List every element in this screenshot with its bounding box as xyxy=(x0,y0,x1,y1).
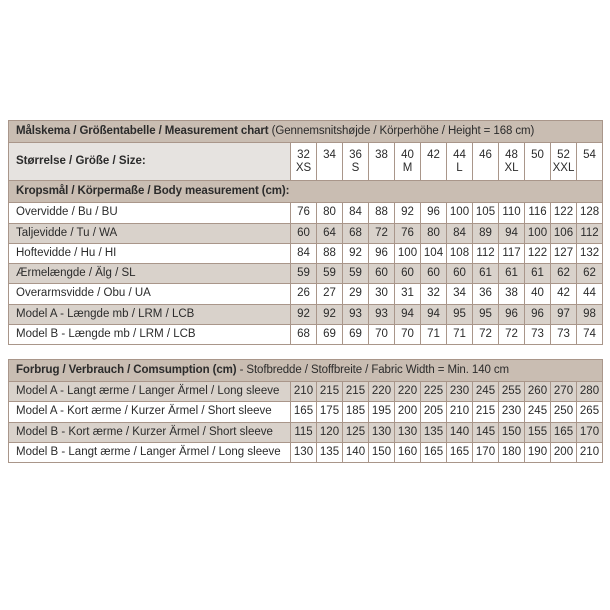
chart-title-row xyxy=(9,121,603,143)
measurement-cell: 92 xyxy=(317,304,343,324)
measurement-cell: 128 xyxy=(577,203,603,223)
measurement-cell: 175 xyxy=(317,402,343,422)
measurement-cell: 96 xyxy=(369,243,395,263)
measurement-cell: 255 xyxy=(499,382,525,402)
measurement-cell: 60 xyxy=(369,264,395,284)
measurement-cell: 84 xyxy=(291,243,317,263)
measurement-cell: 280 xyxy=(577,382,603,402)
size-header-cell xyxy=(551,143,577,181)
measurement-cell: 127 xyxy=(551,243,577,263)
size-number: 34 xyxy=(323,148,336,161)
measurement-cell: 72 xyxy=(499,324,525,344)
measurement-cell: 88 xyxy=(369,203,395,223)
measurement-cell: 36 xyxy=(473,284,499,304)
measurement-cell: 92 xyxy=(343,243,369,263)
section-heading xyxy=(9,181,603,203)
measurement-cell: 220 xyxy=(395,382,421,402)
table-row xyxy=(9,382,603,402)
measurement-cell: 60 xyxy=(421,264,447,284)
measurement-cell: 74 xyxy=(577,324,603,344)
section-heading xyxy=(9,359,603,381)
measurement-cell: 135 xyxy=(317,442,343,462)
size-header-cell xyxy=(317,143,343,181)
size-number: 48 xyxy=(505,148,518,161)
measurement-cell: 112 xyxy=(473,243,499,263)
measurement-cell: 210 xyxy=(291,382,317,402)
measurement-cell: 93 xyxy=(343,304,369,324)
row-label: Taljevidde / Tu / WA xyxy=(9,223,291,243)
size-number: 36 xyxy=(349,148,362,161)
measurement-cell: 88 xyxy=(317,243,343,263)
measurement-cell: 61 xyxy=(525,264,551,284)
measurement-cell: 130 xyxy=(395,422,421,442)
measurement-cell: 30 xyxy=(369,284,395,304)
size-number: 50 xyxy=(531,148,544,161)
measurement-cell: 92 xyxy=(395,203,421,223)
measurement-cell: 140 xyxy=(447,422,473,442)
measurement-cell: 73 xyxy=(551,324,577,344)
measurement-cell: 69 xyxy=(343,324,369,344)
measurement-cell: 96 xyxy=(525,304,551,324)
measurement-cell: 155 xyxy=(525,422,551,442)
size-alpha: M xyxy=(402,161,413,174)
measurement-cell: 165 xyxy=(447,442,473,462)
size-alpha: XS xyxy=(295,161,312,174)
measurement-cell: 98 xyxy=(577,304,603,324)
measurement-cell: 94 xyxy=(395,304,421,324)
section-heading-main: Kropsmål / Körpermaße / Body measurement (cm): xyxy=(16,185,290,198)
size-header-cell xyxy=(525,143,551,181)
measurement-cell: 210 xyxy=(447,402,473,422)
measurement-cell: 215 xyxy=(343,382,369,402)
measurement-cell: 61 xyxy=(499,264,525,284)
measurement-cell: 42 xyxy=(551,284,577,304)
size-number: 52 xyxy=(557,148,570,161)
measurement-cell: 225 xyxy=(421,382,447,402)
size-number: 44 xyxy=(453,148,466,161)
measurement-cell: 59 xyxy=(317,264,343,284)
measurement-cell: 115 xyxy=(291,422,317,442)
measurement-cell: 165 xyxy=(551,422,577,442)
size-header-cell xyxy=(499,143,525,181)
measurement-cell: 180 xyxy=(499,442,525,462)
measurement-cell: 117 xyxy=(499,243,525,263)
measurement-cell: 70 xyxy=(395,324,421,344)
measurement-cell: 185 xyxy=(343,402,369,422)
measurement-cell: 62 xyxy=(551,264,577,284)
measurement-cell: 230 xyxy=(499,402,525,422)
size-number: 42 xyxy=(427,148,440,161)
size-number: 40 xyxy=(401,148,414,161)
measurement-cell: 265 xyxy=(577,402,603,422)
measurement-cell: 150 xyxy=(369,442,395,462)
measurement-cell: 220 xyxy=(369,382,395,402)
measurement-cell: 190 xyxy=(525,442,551,462)
measurement-cell: 200 xyxy=(395,402,421,422)
row-label: Overarmsvidde / Obu / UA xyxy=(9,284,291,304)
size-alpha: XL xyxy=(504,161,519,174)
measurement-cell: 125 xyxy=(343,422,369,442)
measurement-cell: 160 xyxy=(395,442,421,462)
measurement-cell: 270 xyxy=(551,382,577,402)
measurement-cell: 95 xyxy=(473,304,499,324)
row-label: Model A - Længde mb / LRM / LCB xyxy=(9,304,291,324)
size-chart-container xyxy=(8,120,602,463)
row-label: Hoftevidde / Hu / HI xyxy=(9,243,291,263)
measurement-cell: 84 xyxy=(447,223,473,243)
measurement-cell: 122 xyxy=(551,203,577,223)
size-alpha xyxy=(421,162,446,175)
measurement-cell: 110 xyxy=(499,203,525,223)
measurement-cell: 215 xyxy=(473,402,499,422)
size-header-cell xyxy=(447,143,473,181)
table-row xyxy=(9,304,603,324)
size-header-cell xyxy=(343,143,369,181)
measurement-cell: 116 xyxy=(525,203,551,223)
measurement-cell: 32 xyxy=(421,284,447,304)
size-header-cell xyxy=(369,143,395,181)
measurement-cell: 94 xyxy=(499,223,525,243)
measurement-cell: 44 xyxy=(577,284,603,304)
size-number: 54 xyxy=(583,148,596,161)
measurement-chart-table xyxy=(8,120,603,345)
measurement-cell: 27 xyxy=(317,284,343,304)
measurement-cell: 60 xyxy=(447,264,473,284)
measurement-cell: 40 xyxy=(525,284,551,304)
size-alpha xyxy=(577,162,602,175)
size-alpha xyxy=(317,162,342,175)
size-number: 32 xyxy=(297,148,310,161)
table-row xyxy=(9,203,603,223)
row-label: Overvidde / Bu / BU xyxy=(9,203,291,223)
measurement-cell: 200 xyxy=(551,442,577,462)
measurement-cell: 76 xyxy=(395,223,421,243)
measurement-cell: 112 xyxy=(577,223,603,243)
measurement-cell: 170 xyxy=(473,442,499,462)
section-heading-row xyxy=(9,181,603,203)
row-label: Model A - Kort ærme / Kurzer Ärmel / Short sleeve xyxy=(9,402,291,422)
section-heading-row xyxy=(9,359,603,381)
measurement-cell: 165 xyxy=(421,442,447,462)
measurement-cell: 59 xyxy=(343,264,369,284)
measurement-cell: 96 xyxy=(421,203,447,223)
measurement-cell: 69 xyxy=(317,324,343,344)
measurement-cell: 80 xyxy=(421,223,447,243)
table-row xyxy=(9,402,603,422)
measurement-cell: 62 xyxy=(577,264,603,284)
measurement-cell: 94 xyxy=(421,304,447,324)
size-alpha xyxy=(525,162,550,175)
measurement-cell: 135 xyxy=(421,422,447,442)
section-gap xyxy=(8,345,602,359)
size-alpha xyxy=(473,162,498,175)
measurement-cell: 145 xyxy=(473,422,499,442)
measurement-cell: 140 xyxy=(343,442,369,462)
measurement-cell: 64 xyxy=(317,223,343,243)
measurement-cell: 210 xyxy=(577,442,603,462)
measurement-cell: 130 xyxy=(291,442,317,462)
size-alpha: S xyxy=(351,161,360,174)
measurement-cell: 150 xyxy=(499,422,525,442)
row-label: Model B - Længde mb / LRM / LCB xyxy=(9,324,291,344)
measurement-cell: 245 xyxy=(473,382,499,402)
measurement-cell: 97 xyxy=(551,304,577,324)
row-label: Model A - Langt ærme / Langer Ärmel / Long sleeve xyxy=(9,382,291,402)
measurement-cell: 104 xyxy=(421,243,447,263)
measurement-cell: 95 xyxy=(447,304,473,324)
measurement-cell: 59 xyxy=(291,264,317,284)
size-header-cell xyxy=(473,143,499,181)
measurement-cell: 70 xyxy=(369,324,395,344)
measurement-cell: 68 xyxy=(291,324,317,344)
table-row xyxy=(9,442,603,462)
measurement-cell: 80 xyxy=(317,203,343,223)
measurement-cell: 29 xyxy=(343,284,369,304)
size-header-row xyxy=(9,143,603,181)
measurement-cell: 100 xyxy=(447,203,473,223)
measurement-cell: 195 xyxy=(369,402,395,422)
size-header-cell xyxy=(421,143,447,181)
page-title xyxy=(9,121,603,143)
size-row-label: Størrelse / Größe / Size: xyxy=(9,143,291,181)
measurement-cell: 122 xyxy=(525,243,551,263)
table-row xyxy=(9,284,603,304)
measurement-cell: 100 xyxy=(525,223,551,243)
measurement-cell: 92 xyxy=(291,304,317,324)
table-row xyxy=(9,223,603,243)
measurement-cell: 260 xyxy=(525,382,551,402)
table-row xyxy=(9,324,603,344)
size-number: 46 xyxy=(479,148,492,161)
measurement-cell: 89 xyxy=(473,223,499,243)
measurement-cell: 130 xyxy=(369,422,395,442)
page-title-main: Målskema / Größentabelle / Measurement chart xyxy=(16,125,269,137)
measurement-cell: 61 xyxy=(473,264,499,284)
measurement-cell: 132 xyxy=(577,243,603,263)
measurement-cell: 100 xyxy=(395,243,421,263)
measurement-cell: 245 xyxy=(525,402,551,422)
measurement-cell: 38 xyxy=(499,284,525,304)
measurement-cell: 68 xyxy=(343,223,369,243)
measurement-cell: 34 xyxy=(447,284,473,304)
consumption-chart-table xyxy=(8,359,603,463)
size-alpha xyxy=(369,162,394,175)
measurement-cell: 105 xyxy=(473,203,499,223)
row-label: Model B - Kort ærme / Kurzer Ärmel / Short sleeve xyxy=(9,422,291,442)
measurement-cell: 205 xyxy=(421,402,447,422)
measurement-cell: 96 xyxy=(499,304,525,324)
measurement-cell: 250 xyxy=(551,402,577,422)
size-alpha: L xyxy=(456,161,463,174)
measurement-cell: 106 xyxy=(551,223,577,243)
measurement-cell: 72 xyxy=(473,324,499,344)
size-number: 38 xyxy=(375,148,388,161)
measurement-cell: 165 xyxy=(291,402,317,422)
measurement-cell: 60 xyxy=(395,264,421,284)
table-row xyxy=(9,264,603,284)
row-label: Model B - Langt ærme / Langer Ärmel / Long sleeve xyxy=(9,442,291,462)
row-label: Ærmelængde / Älg / SL xyxy=(9,264,291,284)
measurement-cell: 71 xyxy=(421,324,447,344)
measurement-cell: 73 xyxy=(525,324,551,344)
table-row xyxy=(9,243,603,263)
measurement-cell: 26 xyxy=(291,284,317,304)
measurement-cell: 108 xyxy=(447,243,473,263)
measurement-cell: 170 xyxy=(577,422,603,442)
measurement-cell: 76 xyxy=(291,203,317,223)
section-heading-note: - Stofbredde / Stoffbreite / Fabric Width = Min. 140 cm xyxy=(236,363,510,376)
measurement-cell: 215 xyxy=(317,382,343,402)
page-title-note: (Gennemsnitshøjde / Körperhöhe / Height = 168 cm) xyxy=(268,125,535,137)
size-header-cell xyxy=(291,143,317,181)
size-header-cell xyxy=(577,143,603,181)
measurement-cell: 72 xyxy=(369,223,395,243)
table-row xyxy=(9,422,603,442)
measurement-cell: 84 xyxy=(343,203,369,223)
measurement-cell: 120 xyxy=(317,422,343,442)
section-heading-main: Forbrug / Verbrauch / Comsumption (cm) xyxy=(16,363,237,376)
measurement-cell: 230 xyxy=(447,382,473,402)
measurement-cell: 93 xyxy=(369,304,395,324)
measurement-cell: 31 xyxy=(395,284,421,304)
measurement-cell: 71 xyxy=(447,324,473,344)
size-alpha: XXL xyxy=(552,161,575,174)
size-header-cell xyxy=(395,143,421,181)
measurement-cell: 60 xyxy=(291,223,317,243)
